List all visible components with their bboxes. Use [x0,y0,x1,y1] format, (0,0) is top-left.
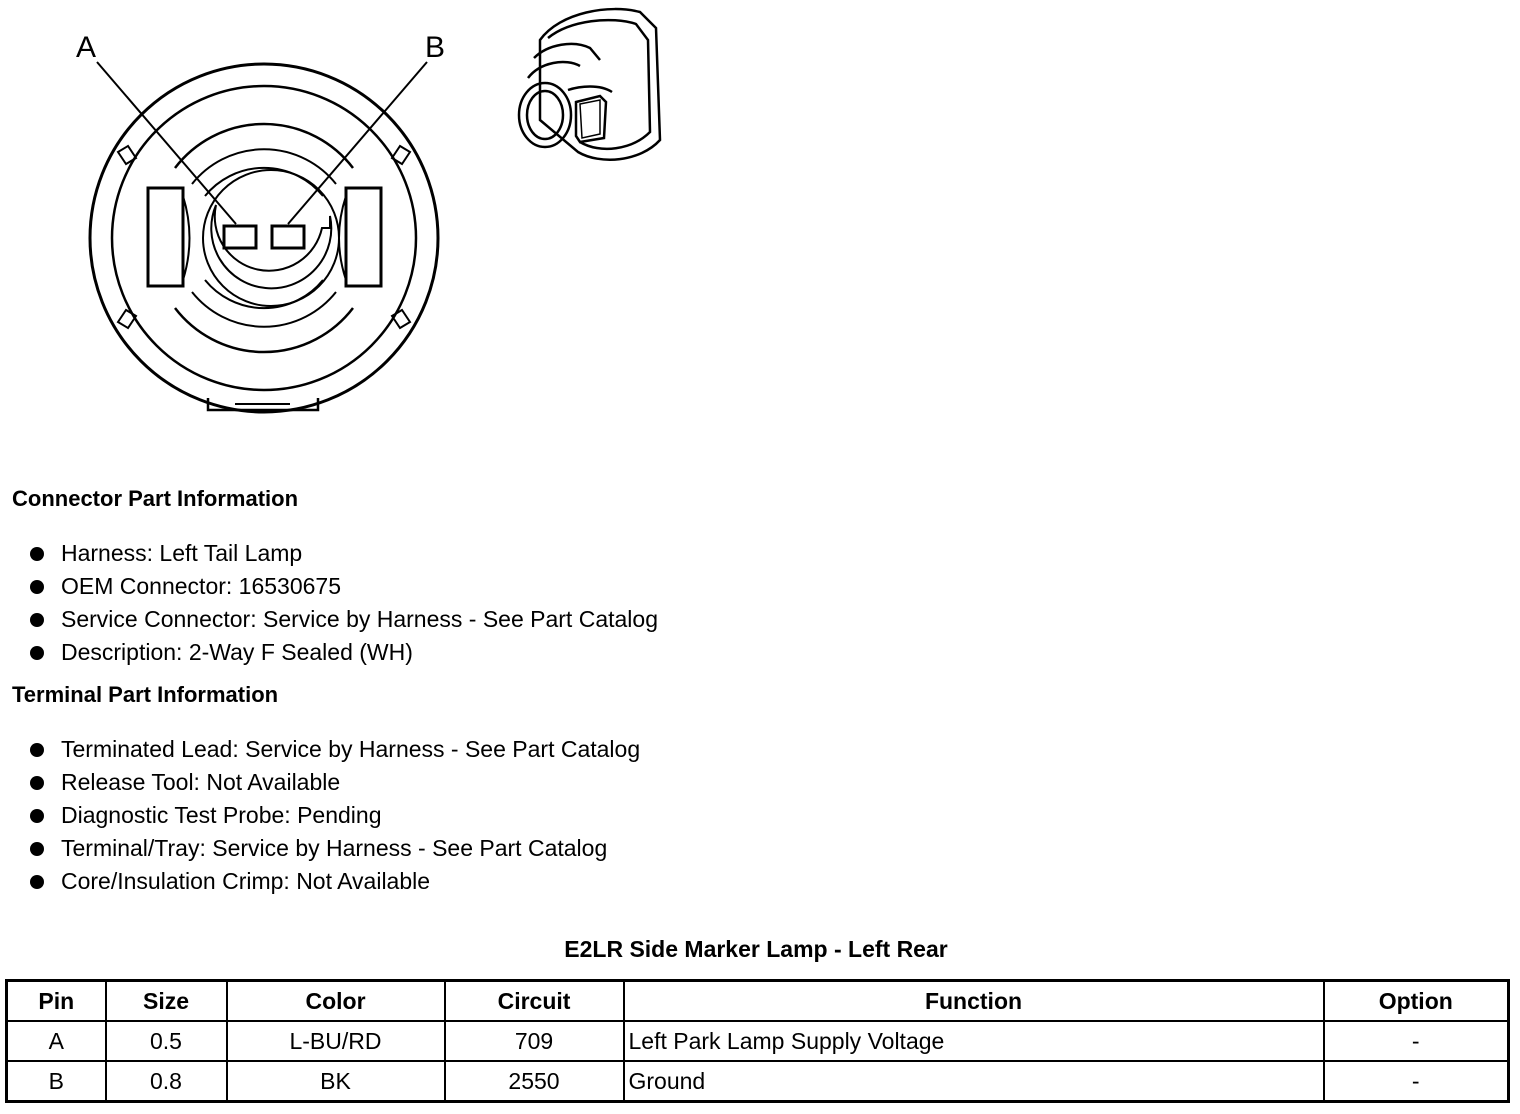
cell-color: BK [227,1061,445,1102]
cell-option: - [1324,1061,1509,1102]
bullet-icon [30,580,44,594]
bullet-icon [30,547,44,561]
list-item: Release Tool: Not Available [30,766,640,799]
bullet-icon [30,842,44,856]
cell-size: 0.8 [106,1061,227,1102]
terminal-b [272,226,304,248]
cell-size: 0.5 [106,1021,227,1061]
bullet-icon [30,776,44,790]
leader-line-b [288,62,427,224]
header-size: Size [106,981,227,1022]
left-latch [148,188,183,286]
connector-3d-view [519,9,660,160]
terminal-part-info-heading: Terminal Part Information [12,682,279,707]
terminal-a [224,226,256,248]
connector-diagram [0,0,700,430]
list-item: Description: 2-Way F Sealed (WH) [30,636,658,669]
cell-circuit: 709 [445,1021,624,1061]
connector-part-info-heading: Connector Part Information [12,486,299,511]
header-color: Color [227,981,445,1022]
table-row [7,1021,1509,1061]
header-circuit: Circuit [445,981,624,1022]
header-function: Function [624,981,1324,1022]
right-latch [346,188,381,286]
bullet-icon [30,646,44,660]
list-item: Terminated Lead: Service by Harness - See Part Catalog [30,733,640,766]
header-option: Option [1324,981,1509,1022]
list-item: Diagnostic Test Probe: Pending [30,799,640,832]
header-pin: Pin [7,981,106,1022]
list-item: Harness: Left Tail Lamp [30,537,658,570]
pin-label-a: A [76,31,97,64]
terminal-part-info-list [30,733,640,898]
list-item: OEM Connector: 16530675 [30,570,658,603]
table-title: E2LR Side Marker Lamp - Left Rear [564,936,948,962]
list-item: Terminal/Tray: Service by Harness - See Part Catalog [30,832,640,865]
cell-pin: A [7,1021,106,1061]
cell-circuit: 2550 [445,1061,624,1102]
cell-color: L-BU/RD [227,1021,445,1061]
pin-label-b: B [425,31,446,64]
list-item: Core/Insulation Crimp: Not Available [30,865,640,898]
bullet-icon [30,613,44,627]
bullet-icon [30,809,44,823]
connector-part-info-list [30,537,658,669]
cell-option: - [1324,1021,1509,1061]
bullet-icon [30,875,44,889]
list-item: Service Connector: Service by Harness - See Part Catalog [30,603,658,636]
cell-function: Left Park Lamp Supply Voltage [624,1021,1324,1061]
cell-pin: B [7,1061,106,1102]
table-header-row [7,981,1509,1022]
table-row [7,1061,1509,1102]
bullet-icon [30,743,44,757]
pin-table [5,979,1510,1103]
cell-function: Ground [624,1061,1324,1102]
